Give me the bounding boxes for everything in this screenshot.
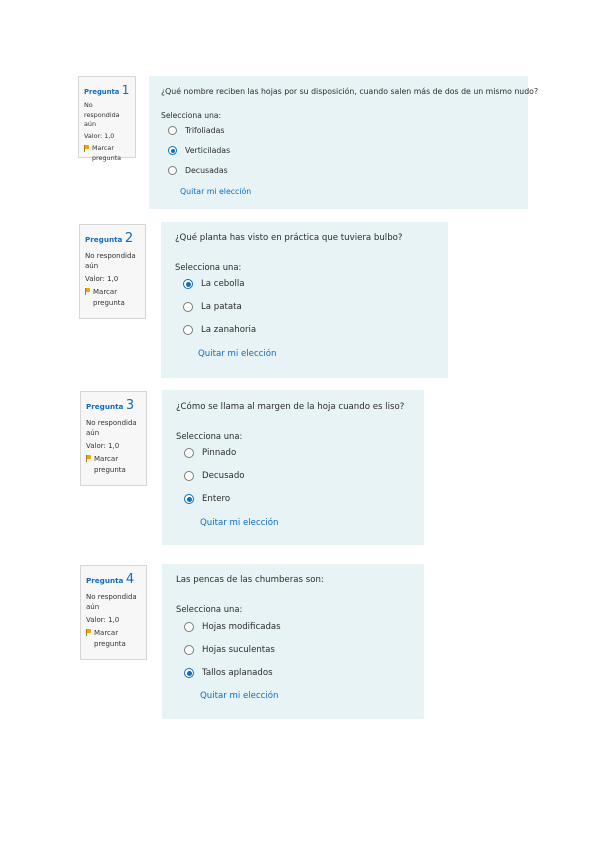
question-status: No respondida aún <box>85 251 136 270</box>
answer-option[interactable] <box>184 668 273 678</box>
question-status: No respondida aún <box>86 418 137 437</box>
question-number: 3 <box>125 398 135 413</box>
answer-option-label: Hojas suculentas <box>202 645 275 655</box>
flag-question-button[interactable] <box>84 144 130 163</box>
question-box-3 <box>162 390 424 545</box>
answer-option[interactable] <box>184 622 281 632</box>
answer-option-label: Decusado <box>202 471 245 481</box>
radio-button-selected[interactable] <box>183 279 193 289</box>
clear-choice-link[interactable]: Quitar mi elección <box>180 187 252 196</box>
radio-button[interactable] <box>184 471 194 481</box>
question-text: ¿Cómo se llama al margen de la hoja cuando es liso? <box>176 402 405 412</box>
flag-icon <box>86 629 91 636</box>
radio-button[interactable] <box>168 166 177 175</box>
radio-button[interactable] <box>184 645 194 655</box>
flag-question-button[interactable] <box>86 454 141 475</box>
clear-choice-link[interactable]: Quitar mi elección <box>200 691 279 701</box>
flag-question-button[interactable] <box>86 628 141 649</box>
radio-button-selected[interactable] <box>168 146 177 155</box>
question-number: 2 <box>124 231 134 246</box>
question-status: No respondida aún <box>86 592 137 611</box>
radio-button[interactable] <box>184 622 194 632</box>
question-heading: Pregunta 3 <box>86 398 135 413</box>
question-info-4 <box>80 565 147 660</box>
question-value: Valor: 1,0 <box>86 615 120 624</box>
select-one-prompt: Selecciona una: <box>176 604 243 614</box>
question-text: Las pencas de las chumberas son: <box>176 575 324 585</box>
answer-option-label: La zanahoria <box>201 325 257 335</box>
answer-option[interactable] <box>184 645 275 655</box>
question-number: 1 <box>121 83 130 97</box>
radio-button[interactable] <box>168 126 177 135</box>
answer-option[interactable] <box>184 448 236 458</box>
select-one-prompt: Selecciona una: <box>176 431 243 441</box>
flag-icon <box>85 288 90 295</box>
question-box-1 <box>149 76 539 209</box>
question-heading: Pregunta 2 <box>85 231 134 246</box>
flag-icon <box>84 145 89 152</box>
question-heading: Pregunta 4 <box>86 572 135 587</box>
answer-option-label: Verticiladas <box>185 146 231 155</box>
radio-button[interactable] <box>184 448 194 458</box>
question-info-3 <box>80 391 147 486</box>
question-heading: Pregunta 1 <box>84 83 130 97</box>
question-status: No respondida aún <box>84 101 120 129</box>
question-info-1 <box>78 76 136 163</box>
flag-question-label: Marcar pregunta <box>93 288 125 307</box>
question-number: 4 <box>125 572 135 587</box>
question-text: ¿Qué planta has visto en práctica que tuviera bulbo? <box>175 233 403 243</box>
flag-question-label: Marcar pregunta <box>92 144 122 163</box>
answer-option[interactable] <box>168 126 224 135</box>
answer-option-label: Hojas modificadas <box>202 622 281 632</box>
question-box-2 <box>161 222 448 378</box>
answer-option-label: Trifoliadas <box>185 126 225 135</box>
question-value: Valor: 1,0 <box>85 274 119 283</box>
question-text: ¿Qué nombre reciben las hojas por su disposición, cuando salen más de dos de un mismo nudo? <box>161 87 539 96</box>
answer-option-label: La patata <box>201 302 242 312</box>
answer-option[interactable] <box>168 146 230 155</box>
answer-option-label: Entero <box>202 494 231 504</box>
radio-button[interactable] <box>183 302 193 312</box>
question-value: Valor: 1,0 <box>84 131 115 140</box>
answer-option[interactable] <box>168 166 228 175</box>
flag-question-button[interactable] <box>85 287 140 308</box>
answer-option-label: Pinnado <box>202 448 237 458</box>
answer-option-label: La cebolla <box>201 279 245 289</box>
question-box-4 <box>162 564 424 719</box>
radio-button[interactable] <box>183 325 193 335</box>
radio-button-selected[interactable] <box>184 668 194 678</box>
answer-option[interactable] <box>183 279 245 289</box>
clear-choice-link[interactable]: Quitar mi elección <box>198 349 277 359</box>
answer-option[interactable] <box>183 325 256 335</box>
select-one-prompt: Selecciona una: <box>161 111 222 120</box>
answer-option[interactable] <box>184 471 245 481</box>
clear-choice-link[interactable]: Quitar mi elección <box>200 518 279 528</box>
question-value: Valor: 1,0 <box>86 441 120 450</box>
question-info-2 <box>79 224 146 319</box>
answer-option-label: Tallos aplanados <box>202 668 273 678</box>
flag-icon <box>86 455 91 462</box>
answer-option-label: Decusadas <box>185 166 228 175</box>
flag-question-label: Marcar pregunta <box>94 455 126 474</box>
select-one-prompt: Selecciona una: <box>175 262 242 272</box>
flag-question-label: Marcar pregunta <box>94 629 126 648</box>
radio-button-selected[interactable] <box>184 494 194 504</box>
answer-option[interactable] <box>184 494 230 504</box>
answer-option[interactable] <box>183 302 242 312</box>
